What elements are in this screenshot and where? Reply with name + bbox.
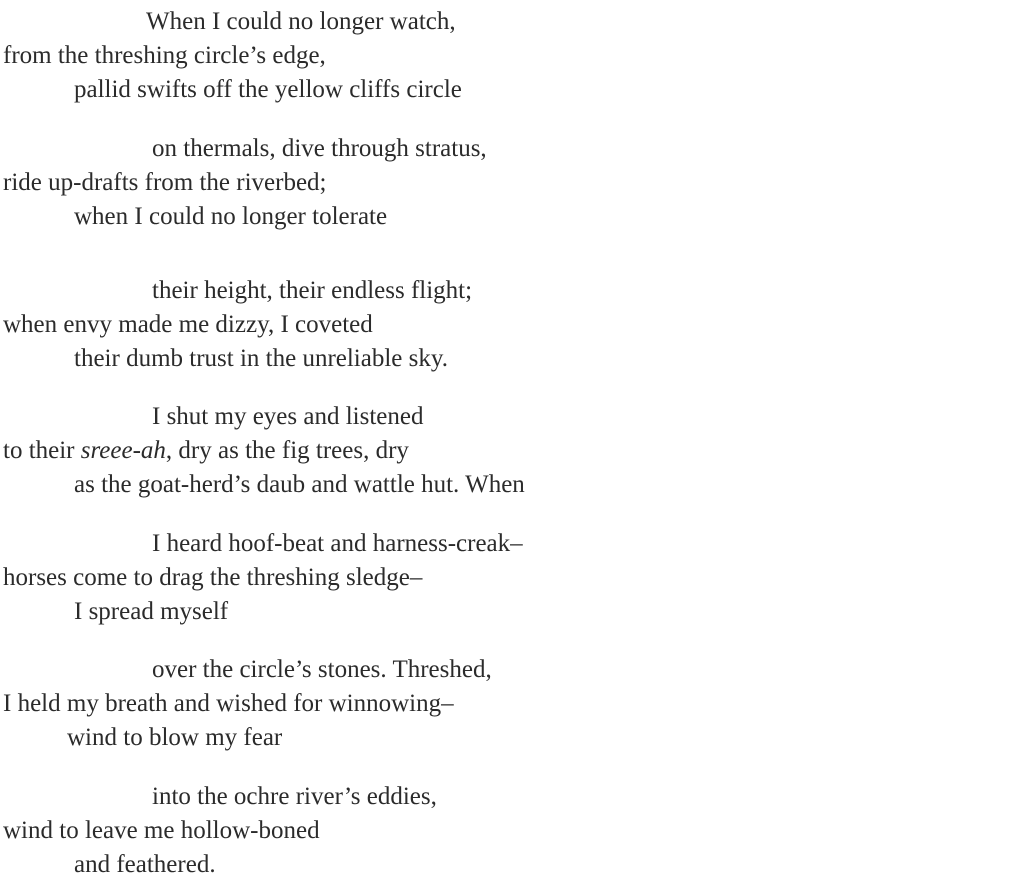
poem-line: I held my breath and wished for winnowing–	[3, 690, 454, 717]
birdcall-text: sreee-ah	[80, 437, 166, 464]
poem-line: and feathered.	[74, 851, 216, 878]
poem-line: ride up-drafts from the riverbed;	[3, 169, 327, 196]
line-text: to their	[3, 437, 81, 464]
poem-line: their dumb trust in the unreliable sky.	[74, 345, 448, 372]
poem-line: wind to blow my fear	[67, 724, 283, 751]
poem-line: into the ochre river’s eddies,	[152, 783, 437, 810]
poem-line: I spread myself	[74, 598, 229, 625]
poem-line: from the threshing circle’s edge,	[3, 42, 326, 69]
line-text: , dry as the fig trees, dry	[165, 437, 409, 464]
poem-line: I shut my eyes and listened	[152, 403, 424, 430]
poem-line	[3, 436, 409, 466]
poem-line: wind to leave me hollow-boned	[3, 817, 320, 844]
poem-line: horses come to drag the threshing sledge–	[3, 564, 423, 591]
poem-line: when I could no longer tolerate	[74, 203, 388, 230]
poem-line: over the circle’s stones. Threshed,	[152, 656, 492, 683]
poem-line: pallid swifts off the yellow cliffs circle	[74, 76, 462, 103]
poem-line: When I could no longer watch,	[146, 8, 456, 35]
poem-line: when envy made me dizzy, I coveted	[3, 311, 373, 338]
poem-line: on thermals, dive through stratus,	[152, 135, 487, 162]
poem-line: I heard hoof-beat and harness-creak–	[152, 530, 523, 557]
poem-line: as the goat-herd’s daub and wattle hut. When	[74, 471, 525, 498]
poem-line: their height, their endless flight;	[152, 277, 473, 304]
